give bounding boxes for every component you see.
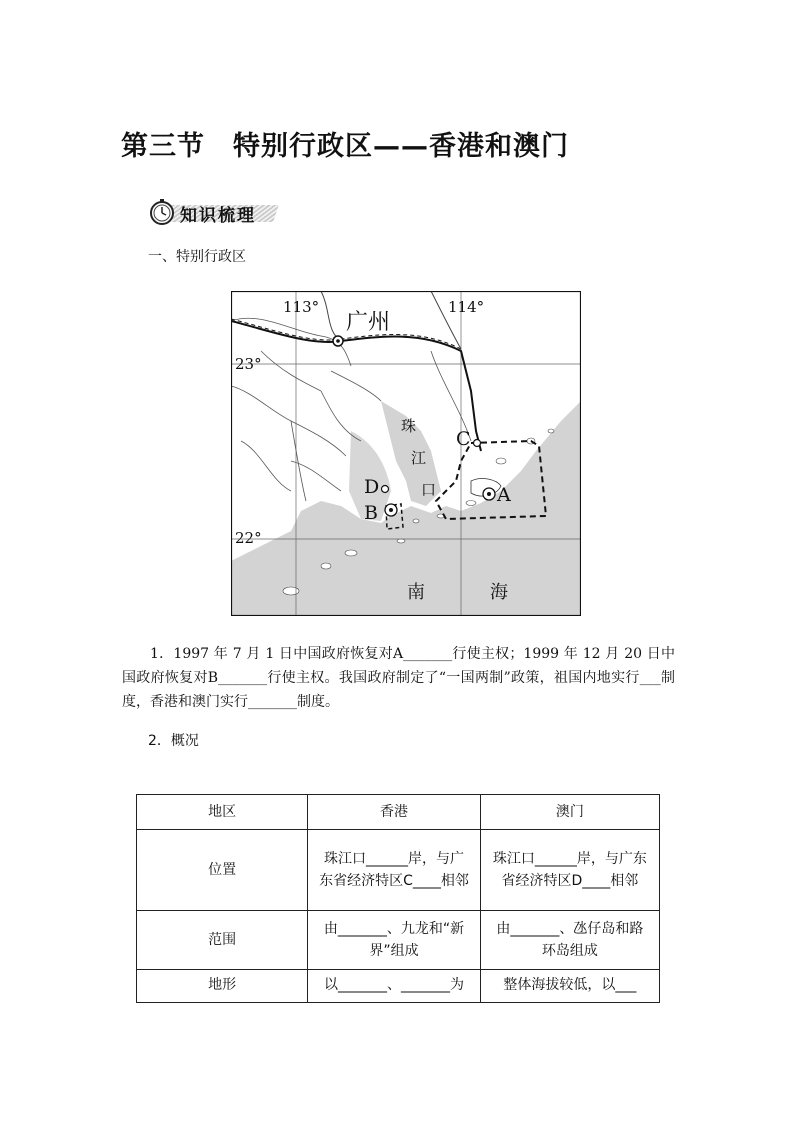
map-svg — [231, 291, 581, 616]
row-label: 地形 — [137, 970, 308, 1003]
point-c-marker — [474, 440, 481, 447]
point-d-label: D — [364, 476, 380, 498]
estuary-label-1: 珠 — [401, 417, 417, 435]
section-heading: 一、特别行政区 — [148, 249, 246, 265]
estuary-label-3: 口 — [421, 481, 437, 499]
table-cell: 由_______、氹仔岛和路环岛组成 — [480, 911, 659, 970]
table-cell: 以_______、_______为 — [308, 970, 480, 1003]
sea-label-nan: 南 — [407, 582, 425, 603]
point-b-label: B — [364, 502, 378, 524]
lon-label-114: 114° — [448, 298, 485, 316]
city-label-guangzhou: 广州 — [346, 310, 391, 335]
table-header: 澳门 — [480, 795, 659, 830]
table-header: 地区 — [137, 795, 308, 830]
table-header-row — [137, 795, 660, 830]
overview-table — [136, 794, 660, 1003]
point-d-marker — [382, 486, 389, 493]
point-a-label: A — [497, 484, 511, 506]
page-title: 第三节 特别行政区——香港和澳门 — [121, 131, 569, 162]
paragraph-1: 1．1997 年 7 月 1 日中国政府恢复对A_______行使主权；1999 年 12 月 20 日中国政府恢复对B_______行使主权。我国政府制定了“一国两制”政策，祖国内地实行___制度，香港和澳门实行_______制度。 — [122, 646, 675, 710]
table-cell: 珠江口______岸，与广东省经济特区C____相邻 — [308, 830, 480, 911]
row-label: 范围 — [137, 911, 308, 970]
section-badge-label: 知识梳理 — [180, 206, 256, 226]
section-badge — [148, 197, 280, 227]
table-cell: 由_______、九龙和“新界”组成 — [308, 911, 480, 970]
table-row — [137, 830, 660, 911]
table-cell: 整体海拔较低，以___ — [480, 970, 659, 1003]
point-c-label: C — [456, 428, 471, 450]
row-label: 位置 — [137, 830, 308, 911]
estuary-label-2: 江 — [411, 449, 427, 467]
hk-macao-map — [231, 291, 581, 616]
table-row — [137, 911, 660, 970]
table-header: 香港 — [308, 795, 480, 830]
stopwatch-icon — [148, 198, 176, 226]
lat-label-22: 22° — [235, 529, 262, 547]
lon-label-113: 113° — [283, 298, 320, 316]
lat-label-23: 23° — [235, 355, 262, 373]
table-row — [137, 970, 660, 1003]
table-cell: 珠江口______岸，与广东省经济特区D____相邻 — [480, 830, 659, 911]
sea-label-hai: 海 — [490, 582, 508, 603]
item-2-heading: 2．概况 — [148, 733, 199, 749]
